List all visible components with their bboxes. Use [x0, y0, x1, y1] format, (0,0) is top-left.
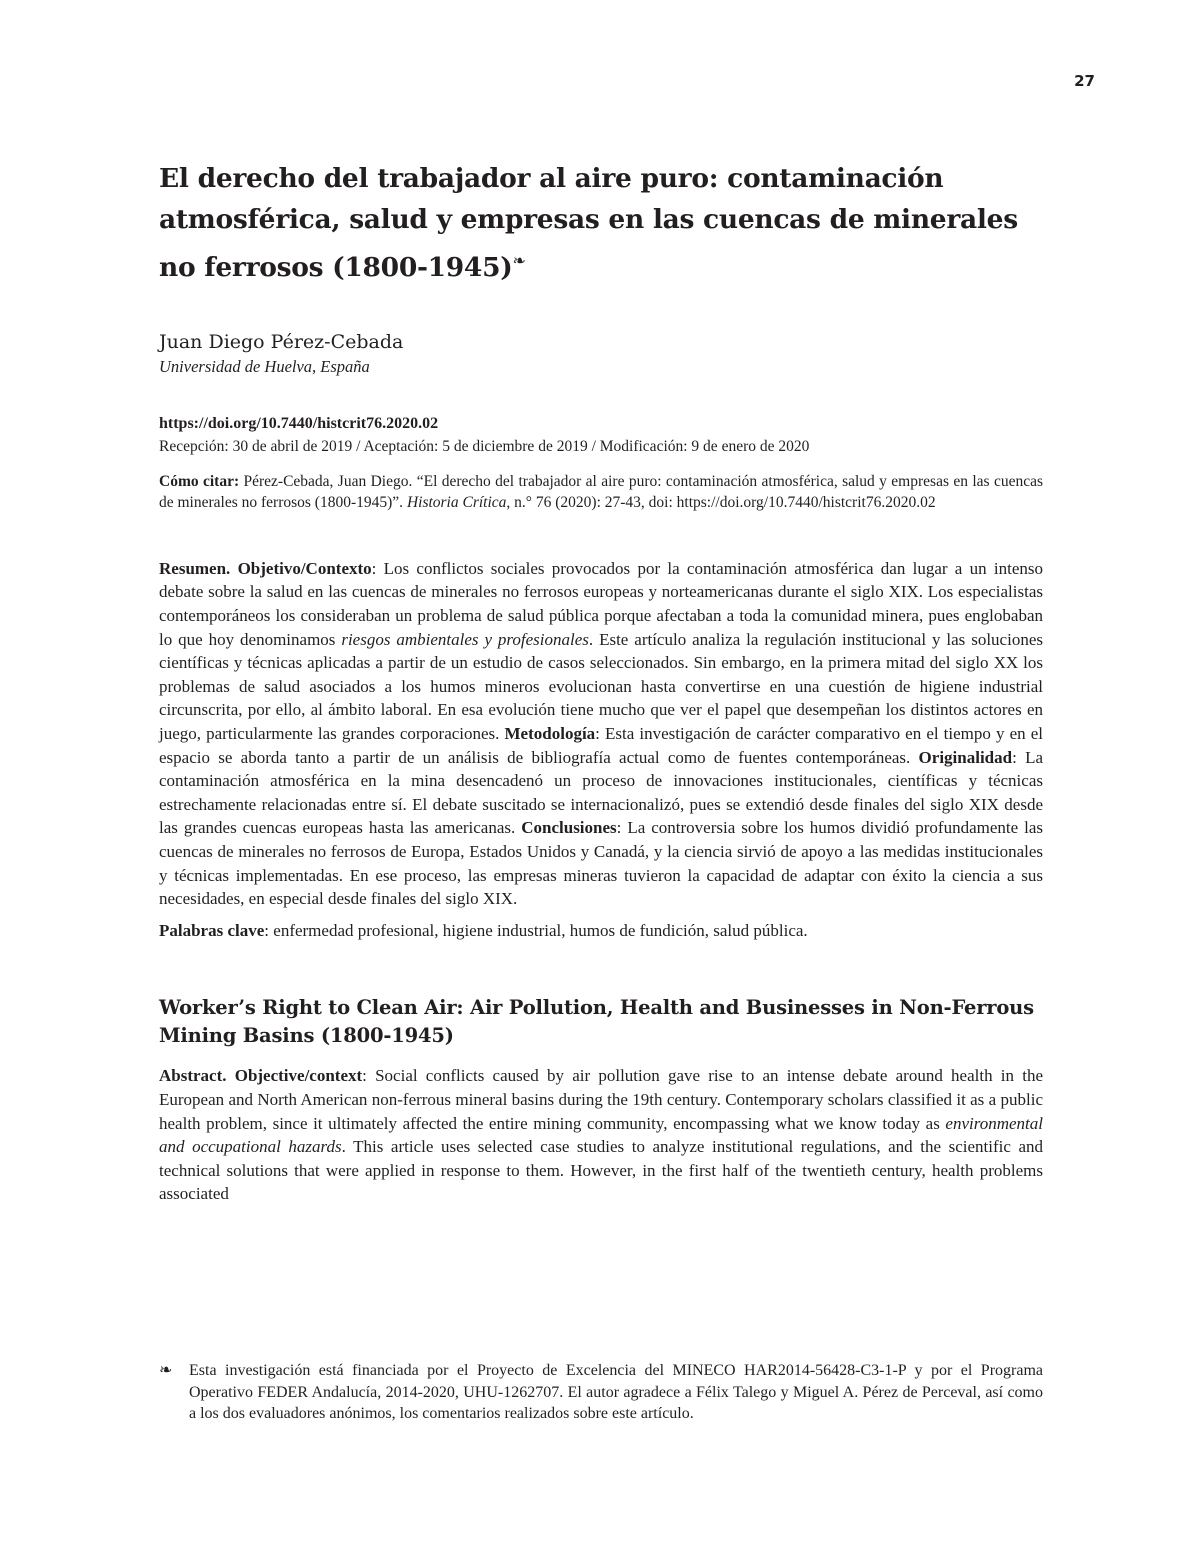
resumen-label-metodologia: Metodología: [504, 723, 596, 743]
footnote: [159, 1360, 1043, 1425]
citation-label: Cómo citar:: [159, 472, 240, 490]
author-affiliation: Universidad de Huelva, España: [159, 356, 370, 376]
page-number: 27: [1074, 72, 1095, 90]
article-header: [159, 158, 1043, 1206]
keywords-text: : enfermedad profesional, higiene industrial, humos de fundición, salud pública.: [264, 920, 808, 940]
resumen-label-originalidad: Originalidad: [918, 747, 1013, 767]
keywords-label: Palabras clave: [159, 920, 265, 940]
resumen-text-2: . Este artículo analiza la regulación institucional y las soluciones científicas y técnicas aplicadas a partir de un estudio de casos seleccionados. Sin embargo, en la primera mitad del siglo XX los problemas de salud asociados a los humos mineros evolucionan hasta convertirse en una cuestión de higiene industrial circunscrita, por ello, al ámbito laboral. En esa evolución tiene mucho que ver el papel que desempeñan los distintos actores en juego, particularmente las grandes corporaciones.: [159, 629, 1043, 743]
doi-link[interactable]: https://doi.org/10.7440/histcrit76.2020.02: [159, 414, 439, 432]
abstract-italic-1: environmental and occupational hazards: [159, 1113, 1043, 1157]
submission-dates: Recepción: 30 de abril de 2019 / Aceptación: 5 de diciembre de 2019 / Modificación: 9 de enero de 2020: [159, 437, 810, 455]
abstract-text-1: : Social conflicts caused by air pollution gave rise to an intense debate around health in the European and North American non-ferrous mineral basins during the 19th century. Contemporary scholars classified it as a public health problem, since it ultimately affected the entire mining community, encompassing what we know today as: [159, 1066, 1043, 1133]
resumen-paragraph: [159, 557, 1043, 911]
author-name: Juan Diego Pérez-Cebada: [159, 330, 404, 353]
resumen-label: Resumen. Objetivo/Contexto: [159, 558, 372, 578]
citation: [159, 471, 1043, 513]
abstract-label: Abstract. Objective/context: [159, 1066, 363, 1086]
resumen-italic-1: riesgos ambientales y profesionales: [341, 629, 589, 649]
resumen-text-3: : Esta investigación de carácter comparativo en el tiempo y en el espacio se aborda tanto a partir de un análisis de bibliografía actual como de fuentes contemporáneas.: [159, 723, 1043, 767]
citation-text-after: , n.° 76 (2020): 27-43, doi: https://doi.org/10.7440/histcrit76.2020.02: [506, 493, 936, 511]
abstract-text-2: . This article uses selected case studies to analyze institutional regulations, and the scientific and technical solutions that were applied in response to them. However, in the first half of the twentieth century, health problems associated: [159, 1137, 1043, 1204]
article-title-text: El derecho del trabajador al aire puro: contaminación atmosférica, salud y empresas en las cuencas de minerales no ferrosos (1800-1945): [159, 163, 1018, 283]
resumen-label-conclusiones: Conclusiones: [521, 818, 617, 838]
footnote-mark: ❧: [159, 1362, 173, 1379]
resumen-text-1: : Los conflictos sociales provocados por la contaminación atmosférica dan lugar a un intenso debate sobre la salud en las cuencas de minerales no ferrosos europeas y norteamericanas durante el siglo XIX. Los especialistas contemporáneos los consideraban un problema de salud pública porque afectaban a toda la comunidad minera, pues englobaban lo que hoy denominamos: [159, 558, 1043, 649]
citation-journal: Historia Crítica: [406, 493, 507, 511]
abstract-paragraph: [159, 1064, 1043, 1206]
article-title: [159, 158, 1043, 288]
resumen-text-5: : La controversia sobre los humos dividió profundamente las cuencas de minerales no ferrosos de Europa, Estados Unidos y Canadá, y la ciencia sirvió de apoyo a las medidas institucionales y técnicas implementadas. En ese proceso, las empresas mineras tuvieron la capacidad de adaptar con éxito la ciencia a sus necesidades, en especial desde finales del siglo XIX.: [159, 818, 1043, 909]
english-title: Worker’s Right to Clean Air: Air Pollution, Health and Businesses in Non-Ferrous Mining Basins (1800-1945): [159, 996, 1034, 1048]
resumen-text-4: : La contaminación atmosférica en la mina desencadenó un proceso de innovaciones institucionales, científicas y técnicas estrechamente relacionadas entre sí. El debate suscitado se internacionalizó, pues se extendió desde finales del siglo XIX desde las grandes cuencas europeas hasta las americanas.: [159, 747, 1043, 838]
keywords: [159, 919, 1043, 943]
footnote-text: Esta investigación está financiada por el Proyecto de Excelencia del MINECO HAR2014-56428-C3-1-P y por el Programa Operativo FEDER Andalucía, 2014-2020, UHU-1262707. El autor agradece a Félix Talego y Miguel A. Pérez de Perceval, así como a los dos evaluadores anónimos, los comentarios realizados sobre este artículo.: [189, 1362, 1043, 1422]
title-note-mark[interactable]: ❧: [512, 251, 526, 270]
citation-text-before: Pérez-Cebada, Juan Diego. “El derecho del trabajador al aire puro: contaminación atmosférica, salud y empresas en las cuencas de minerales no ferrosos (1800-1945)”.: [159, 472, 1043, 511]
